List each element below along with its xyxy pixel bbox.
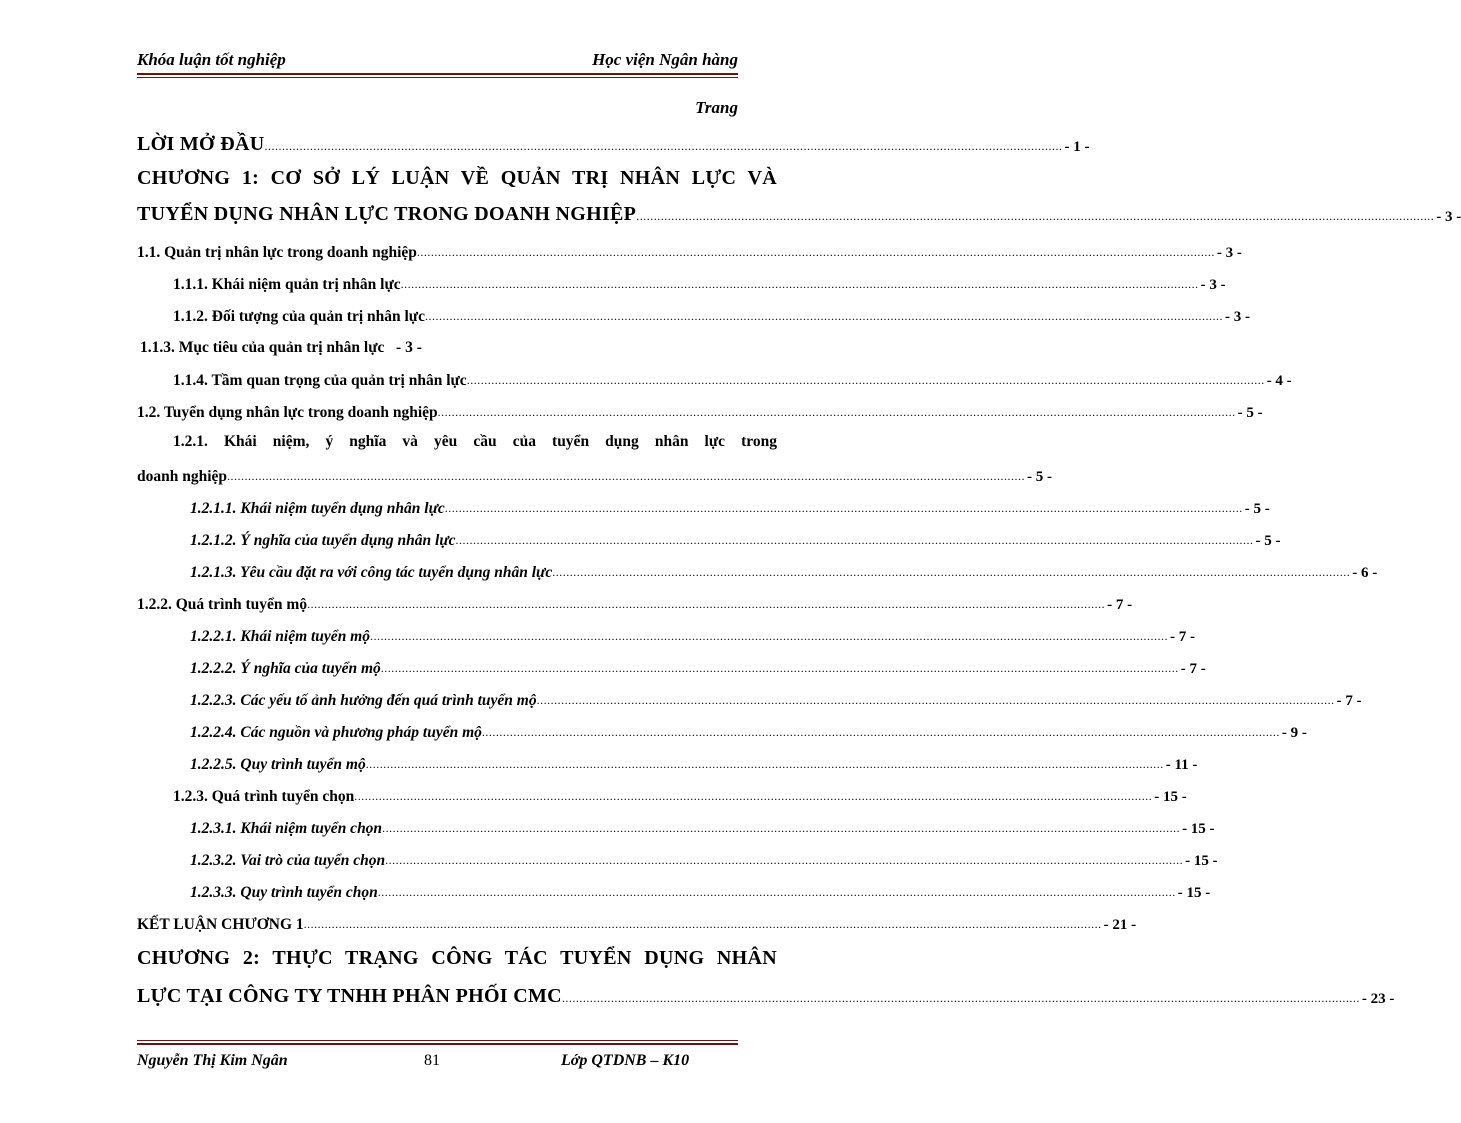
- leader-dots: ....................................................................................................................................................................................................................................: [424, 309, 1223, 323]
- toc-entry-1-2-1-line1[interactable]: 1.2.1. Khái niệm, ý nghĩa và yêu cầu của tuyển dụng nhân lực trong: [173, 433, 777, 450]
- footer-page-number: 81: [424, 1052, 440, 1069]
- toc-entry-title: 1.2.3.3. Quy trình tuyển chọn: [190, 884, 378, 901]
- page-column-label: Trang: [695, 98, 738, 117]
- toc-entry-title: LỰC TẠI CÔNG TY TNHH PHÂN PHỐI CMC: [137, 985, 562, 1007]
- toc-entry-title: KẾT LUẬN CHƯƠNG 1: [137, 916, 304, 933]
- toc-entry-page: - 6 -: [1352, 565, 1378, 581]
- toc-entry-1-2-3-1[interactable]: [190, 810, 1215, 838]
- toc-entry-1-1-3[interactable]: 1.1.3. Mục tiêu của quản trị nhân lực - 3 -: [140, 339, 422, 356]
- toc-entry-chuong-1[interactable]: [137, 198, 1461, 226]
- footer-rule-thick: [137, 1043, 738, 1045]
- leader-dots: ....................................................................................................................................................................................................................................: [307, 597, 1106, 611]
- header-thesis-title: Khóa luận tốt nghiệp: [137, 50, 286, 69]
- leader-dots: ....................................................................................................................................................................................................................................: [264, 139, 1063, 153]
- toc-entry-title: 1.1. Quản trị nhân lực trong doanh nghiệp: [137, 244, 417, 261]
- toc-entry-page: - 15 -: [1154, 789, 1187, 805]
- toc-entry-title: 1.2.2.5. Quy trình tuyển mộ: [190, 756, 366, 773]
- toc-entry-1-1[interactable]: [137, 234, 1242, 262]
- leader-dots: ....................................................................................................................................................................................................................................: [365, 757, 1164, 771]
- toc-entry-page: - 1 -: [1064, 139, 1090, 155]
- toc-entry-title: 1.2.1.3. Yêu cầu đặt ra với công tác tuyển dụng nhân lực: [190, 564, 553, 581]
- toc-entry-page: - 4 -: [1266, 373, 1292, 389]
- toc-entry-title: 1.1.4. Tầm quan trọng của quản trị nhân lực: [173, 372, 467, 389]
- toc-entry-1-2-2-5[interactable]: [190, 746, 1198, 774]
- leader-dots: ....................................................................................................................................................................................................................................: [437, 405, 1236, 419]
- leader-dots: ....................................................................................................................................................................................................................................: [354, 789, 1153, 803]
- toc-entry-title: 1.1.2. Đối tượng của quản trị nhân lực: [173, 308, 425, 325]
- toc-entry-1-2-1-3[interactable]: [190, 554, 1378, 582]
- toc-entry-page: - 15 -: [1185, 853, 1218, 869]
- header-rule-thin: [137, 77, 738, 78]
- toc-entry-title: 1.2.3. Quá trình tuyển chọn: [173, 788, 355, 805]
- toc-entry-page: - 3 -: [1224, 309, 1250, 325]
- toc-entry-page: - 9 -: [1281, 725, 1307, 741]
- toc-entry-title: 1.2.2.2. Ý nghĩa của tuyển mộ: [190, 660, 381, 677]
- leader-dots: ....................................................................................................................................................................................................................................: [385, 853, 1184, 867]
- leader-dots: ....................................................................................................................................................................................................................................: [370, 629, 1168, 643]
- toc-entry-1-2-3[interactable]: [173, 778, 1187, 806]
- header-rule-thick: [137, 73, 738, 75]
- toc-entry-page: - 3 -: [1436, 209, 1461, 225]
- toc-entry-chuong-2-line1[interactable]: CHƯƠNG 2: THỰC TRẠNG CÔNG TÁC TUYỂN DỤNG NHÂN: [137, 947, 777, 969]
- leader-dots: ....................................................................................................................................................................................................................................: [400, 277, 1199, 291]
- toc-entry-title: 1.2.2. Quá trình tuyển mộ: [137, 596, 308, 613]
- footer-class: Lớp QTDNB – K10: [561, 1052, 690, 1069]
- toc-entry-1-1-1[interactable]: [173, 266, 1226, 294]
- toc-entry-page: - 3 -: [1216, 245, 1242, 261]
- toc-entry-loi-mo-dau[interactable]: [137, 128, 1090, 156]
- toc-entry-page: - 15 -: [1182, 821, 1215, 837]
- leader-dots: ....................................................................................................................................................................................................................................: [227, 469, 1026, 483]
- toc-entry-page: - 15 -: [1177, 885, 1211, 901]
- leader-dots: ....................................................................................................................................................................................................................................: [552, 565, 1351, 579]
- toc-entry-page: - 3 -: [1200, 277, 1226, 293]
- leader-dots: ....................................................................................................................................................................................................................................: [455, 533, 1254, 547]
- toc-entry-1-2-3-2[interactable]: [190, 842, 1218, 870]
- toc-entry-title: 1.2. Tuyển dụng nhân lực trong doanh nghiệp: [137, 404, 438, 421]
- toc-entry-1-2-1-2[interactable]: [190, 522, 1281, 550]
- toc-entry-title: 1.2.3.1. Khái niệm tuyển chọn: [190, 820, 383, 837]
- leader-dots: ....................................................................................................................................................................................................................................: [382, 821, 1181, 835]
- leader-dots: ....................................................................................................................................................................................................................................: [636, 209, 1435, 223]
- toc-entry-title: 1.2.2.3. Các yếu tố ảnh hưởng đến quá trình tuyển mộ: [190, 692, 537, 709]
- toc-entry-title: TUYỂN DỤNG NHÂN LỰC TRONG DOANH NGHIỆP: [137, 203, 637, 225]
- toc-entry-page: - 11 -: [1165, 757, 1198, 773]
- toc-entry-title: LỜI MỞ ĐẦU: [137, 133, 265, 155]
- toc-entry-page: - 7 -: [1336, 693, 1362, 709]
- leader-dots: ....................................................................................................................................................................................................................................: [377, 885, 1176, 899]
- leader-dots: ....................................................................................................................................................................................................................................: [466, 373, 1265, 387]
- toc-entry-title: doanh nghiệp: [137, 468, 228, 485]
- toc-entry-1-2-2-1[interactable]: [190, 618, 1195, 646]
- toc-entry-title: 1.2.2.4. Các nguồn và phương pháp tuyển mộ: [190, 724, 482, 741]
- toc-entry-page: - 5 -: [1237, 405, 1263, 421]
- leader-dots: ....................................................................................................................................................................................................................................: [561, 991, 1360, 1005]
- toc-entry-1-1-4[interactable]: [173, 362, 1292, 390]
- toc-entry-chuong-2[interactable]: [137, 980, 1395, 1008]
- toc-entry-page: - 5 -: [1244, 501, 1270, 517]
- toc-entry-page: - 5 -: [1027, 469, 1053, 485]
- page-footer: [137, 1052, 738, 1074]
- leader-dots: ....................................................................................................................................................................................................................................: [416, 245, 1215, 259]
- toc-entry-page: - 7 -: [1170, 629, 1195, 645]
- toc-entry-title: 1.1.1. Khái niệm quản trị nhân lực: [173, 276, 401, 293]
- toc-entry-1-2-1-1[interactable]: [190, 490, 1270, 518]
- toc-entry-title: 1.2.1.2. Ý nghĩa của tuyển dụng nhân lực: [190, 532, 456, 549]
- toc-entry-title: 1.2.3.2. Vai trò của tuyển chọn: [190, 852, 386, 869]
- toc-entry-1-2-2-4[interactable]: [190, 714, 1307, 742]
- toc-entry-title: 1.2.1.1. Khái niệm tuyển dụng nhân lực: [190, 500, 445, 517]
- leader-dots: ....................................................................................................................................................................................................................................: [536, 693, 1335, 707]
- page-header: [137, 50, 738, 72]
- toc-entry-1-1-2[interactable]: [173, 298, 1250, 326]
- toc-entry-1-2[interactable]: [137, 394, 1263, 422]
- toc-entry-1-2-2-3[interactable]: [190, 682, 1362, 710]
- toc-entry-title: 1.2.2.1. Khái niệm tuyển mộ: [190, 628, 370, 645]
- toc-entry-page: - 21 -: [1103, 917, 1137, 933]
- toc-entry-1-2-1[interactable]: [137, 458, 1053, 486]
- toc-entry-1-2-3-3[interactable]: [190, 874, 1211, 902]
- leader-dots: ....................................................................................................................................................................................................................................: [380, 661, 1179, 675]
- toc-entry-ket-luan-chuong-1[interactable]: [137, 906, 1137, 934]
- toc-entry-1-2-2-2[interactable]: [190, 650, 1206, 678]
- toc-entry-page: - 5 -: [1255, 533, 1281, 549]
- toc-entry-chuong-1-line1[interactable]: CHƯƠNG 1: CƠ SỞ LÝ LUẬN VỀ QUẢN TRỊ NHÂN LỰC VÀ: [137, 167, 777, 189]
- toc-entry-page: - 7 -: [1107, 597, 1133, 613]
- toc-entry-page: - 7 -: [1180, 661, 1206, 677]
- header-institution: Học viện Ngân hàng: [592, 50, 738, 69]
- toc-entry-1-2-2[interactable]: [137, 586, 1133, 614]
- leader-dots: ....................................................................................................................................................................................................................................: [481, 725, 1280, 739]
- footer-author: Nguyễn Thị Kim Ngân: [137, 1052, 288, 1069]
- leader-dots: ....................................................................................................................................................................................................................................: [444, 501, 1243, 515]
- footer-rule-thin: [137, 1040, 738, 1041]
- leader-dots: ....................................................................................................................................................................................................................................: [303, 917, 1102, 931]
- toc-entry-page: - 23 -: [1361, 991, 1395, 1007]
